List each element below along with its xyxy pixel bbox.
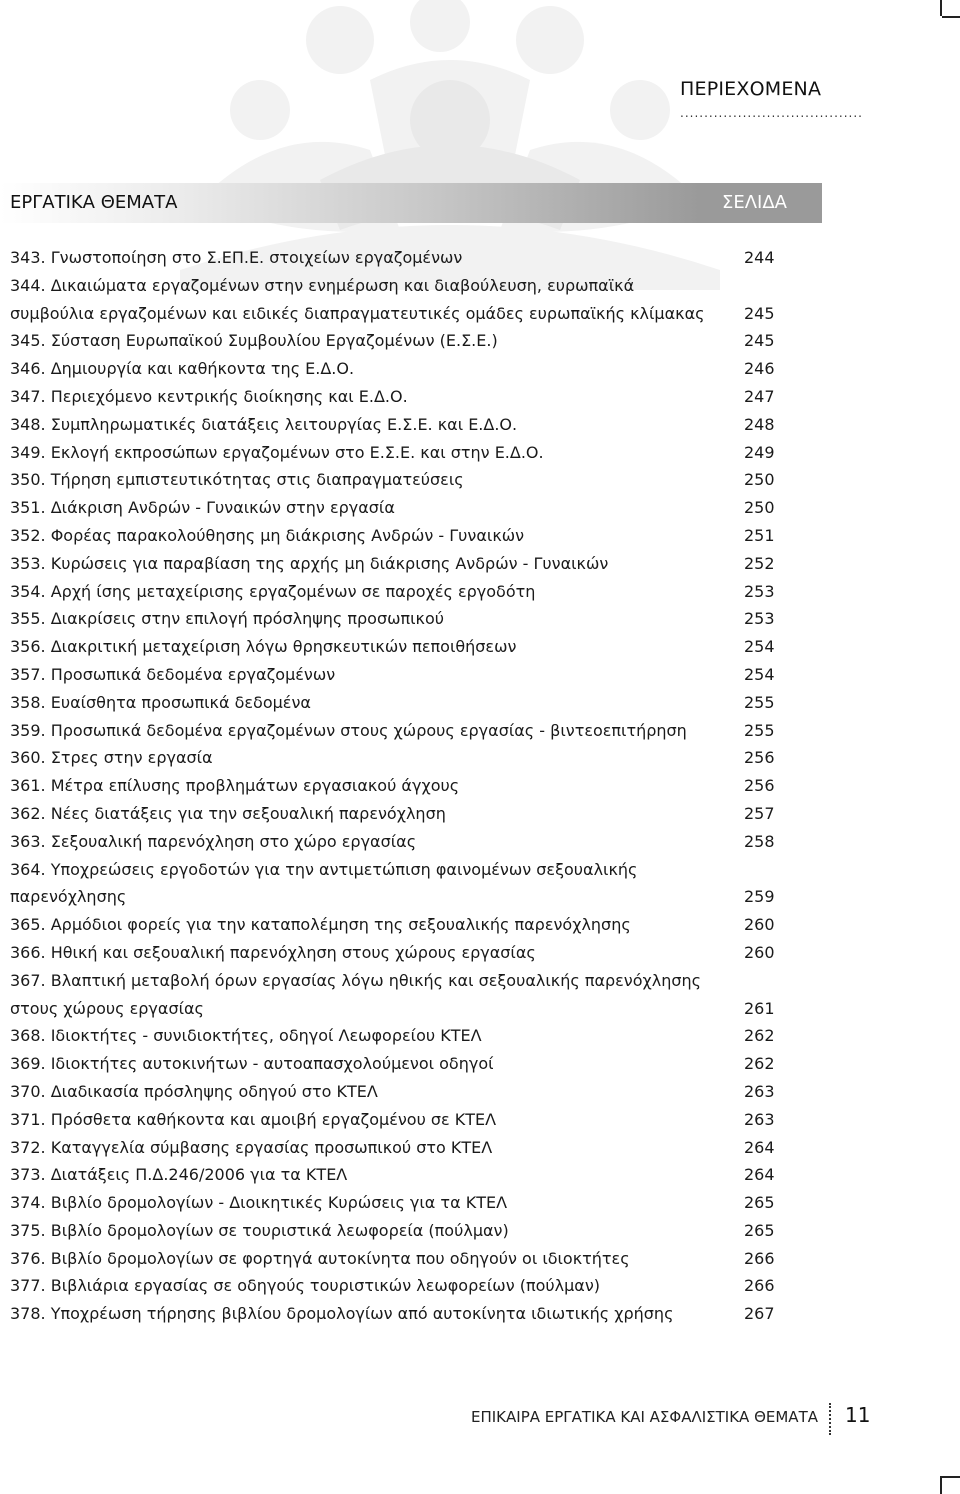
toc-entry	[10, 689, 800, 717]
toc-entry-title: 372. Καταγγελία σύμβασης εργασίας προσωπικού στο ΚΤΕΛ	[10, 1137, 493, 1157]
toc-entry-page: 256	[744, 748, 775, 768]
toc-entry-page: 252	[744, 553, 775, 573]
toc-entry-page: 250	[744, 498, 775, 518]
toc-entry-page: 260	[744, 915, 775, 935]
toc-entry-title: 353. Κυρώσεις για παραβίαση της αρχής μη διάκρισης Ανδρών - Γυναικών	[10, 553, 609, 573]
toc-entry	[10, 1189, 800, 1217]
toc-entry-page: 253	[744, 609, 775, 629]
toc-entry-page: 267	[744, 1304, 775, 1324]
toc-entry-page: 265	[744, 1220, 775, 1240]
toc-entry-title: 345. Σύσταση Ευρωπαϊκού Συμβουλίου Εργαζομένων (Ε.Σ.Ε.)	[10, 331, 498, 351]
toc-entry-page: 263	[744, 1109, 775, 1129]
toc-entry	[10, 327, 800, 355]
toc-entry	[10, 1078, 800, 1106]
crop-mark-bottom-h	[942, 1476, 960, 1478]
toc-entry-title: 375. Βιβλίο δρομολογίων σε τουριστικά λεωφορεία (πούλμαν)	[10, 1220, 509, 1240]
crop-mark-top-h	[942, 16, 960, 18]
crop-mark-bottom	[940, 1476, 942, 1494]
toc-entry-title: 360. Στρες στην εργασία	[10, 748, 213, 768]
toc-entry-title: 356. Διακριτική μεταχείριση λόγω θρησκευτικών πεποιθήσεων	[10, 637, 517, 657]
page-footer	[450, 1403, 880, 1443]
toc-entry-page: 263	[744, 1081, 775, 1101]
toc-entry	[10, 272, 800, 328]
toc-entry-title: 361. Μέτρα επίλυσης προβλημάτων εργασιακού άγχους	[10, 776, 460, 796]
toc-entry-title: 365. Αρμόδιοι φορείς για την καταπολέμηση της σεξουαλικής παρενόχλησης	[10, 915, 631, 935]
footer-separator	[829, 1403, 831, 1435]
table-of-contents	[10, 244, 800, 1328]
toc-entry	[10, 1161, 800, 1189]
toc-entry-title: 374. Βιβλίο δρομολογίων - Διοικητικές Κυρώσεις για τα ΚΤΕΛ	[10, 1193, 508, 1213]
toc-entry-page: 248	[744, 414, 775, 434]
toc-entry-title: 367. Βλαπτική μεταβολή όρων εργασίας λόγω ηθικής και σεξουαλικής παρενόχλησης στους χώρους εργασίας	[10, 970, 702, 1018]
toc-entry-title: 350. Τήρηση εμπιστευτικότητας στις διαπραγματεύσεις	[10, 470, 464, 490]
toc-entry	[10, 1050, 800, 1078]
toc-entry-title: 362. Νέες διατάξεις για την σεξουαλική παρενόχληση	[10, 803, 446, 823]
toc-entry-title: 343. Γνωστοποίηση στο Σ.ΕΠ.Ε. στοιχείων εργαζομένων	[10, 248, 463, 267]
toc-entry-title: 363. Σεξουαλική παρενόχληση στο χώρο εργασίας	[10, 831, 417, 851]
toc-entry	[10, 1022, 800, 1050]
toc-entry-title: 354. Αρχή ίσης μεταχείρισης εργαζομένων σε παροχές εργοδότη	[10, 581, 536, 601]
section-bar	[0, 183, 822, 223]
toc-entry-title: 371. Πρόσθετα καθήκοντα και αμοιβή εργαζομένου σε ΚΤΕΛ	[10, 1109, 497, 1129]
toc-entry	[10, 355, 800, 383]
crop-mark-top	[940, 0, 942, 16]
toc-entry-title: 357. Προσωπικά δεδομένα εργαζομένων	[10, 664, 336, 684]
toc-entry	[10, 244, 800, 272]
toc-entry	[10, 383, 800, 411]
toc-entry	[10, 1272, 800, 1300]
toc-entry	[10, 578, 800, 606]
toc-entry-page: 257	[744, 803, 775, 823]
toc-entry	[10, 1106, 800, 1134]
toc-entry	[10, 1245, 800, 1273]
page-column-label: ΣΕΛΙΔΑ	[722, 192, 787, 213]
toc-entry-page: 262	[744, 1026, 775, 1046]
toc-entry-page: 249	[744, 442, 775, 462]
toc-entry-page: 262	[744, 1054, 775, 1074]
toc-entry-title: 377. Βιβλιάρια εργασίας σε οδηγούς τουριστικών λεωφορείων (πούλμαν)	[10, 1276, 601, 1296]
toc-entry-title: 346. Δημιουργία και καθήκοντα της Ε.Δ.Ο.	[10, 359, 355, 379]
toc-entry-title: 355. Διακρίσεις στην επιλογή πρόσληψης προσωπικού	[10, 609, 445, 629]
toc-entry-title: 366. Ηθική και σεξουαλική παρενόχληση στους χώρους εργασίας	[10, 942, 536, 962]
toc-entry-page: 253	[744, 581, 775, 601]
toc-entry-page: 245	[744, 331, 775, 351]
toc-entry	[10, 939, 800, 967]
toc-entry	[10, 661, 800, 689]
toc-entry-title: 376. Βιβλίο δρομολογίων σε φορτηγά αυτοκίνητα που οδηγούν οι ιδιοκτήτες	[10, 1248, 630, 1268]
toc-entry	[10, 717, 800, 745]
toc-entry-page: 247	[744, 386, 775, 406]
toc-entry-page: 250	[744, 470, 775, 490]
toc-entry-page: 260	[744, 942, 775, 962]
toc-entry-title: 368. Ιδιοκτήτες - συνιδιοκτήτες, οδηγοί Λεωφορείου ΚΤΕΛ	[10, 1026, 482, 1046]
toc-entry-page: 265	[744, 1193, 775, 1213]
toc-entry-title: 373. Διατάξεις Π.Δ.246/2006 για τα ΚΤΕΛ	[10, 1165, 348, 1185]
toc-entry-title: 344. Δικαιώματα εργαζομένων στην ενημέρωση και διαβούλευση, ευρωπαϊκά συμβούλια εργαζομένων και ειδικές διαπραγματευτικές ομάδες ευρωπαϊκής κλίμακας	[10, 275, 705, 323]
toc-entry	[10, 772, 800, 800]
toc-entry-page: 245	[744, 303, 775, 323]
toc-entry	[10, 1134, 800, 1162]
toc-entry-page: 264	[744, 1165, 775, 1185]
toc-entry-title: 369. Ιδιοκτήτες αυτοκινήτων - αυτοαπασχολούμενοι οδηγοί	[10, 1054, 494, 1074]
toc-entry-page: 256	[744, 776, 775, 796]
toc-entry	[10, 411, 800, 439]
toc-entry	[10, 856, 800, 912]
toc-entry-title: 348. Συμπληρωματικές διατάξεις λειτουργίας Ε.Σ.Ε. και Ε.Δ.Ο.	[10, 414, 518, 434]
toc-entry-page: 254	[744, 664, 775, 684]
toc-entry	[10, 744, 800, 772]
contents-dots: ......................................	[680, 106, 863, 120]
toc-entry	[10, 911, 800, 939]
toc-entry-page: 264	[744, 1137, 775, 1157]
toc-entry	[10, 633, 800, 661]
toc-entry-title: 352. Φορέας παρακολούθησης μη διάκρισης Ανδρών - Γυναικών	[10, 525, 525, 545]
toc-entry-title: 378. Υποχρέωση τήρησης βιβλίου δρομολογίων από αυτοκίνητα ιδιωτικής χρήσης	[10, 1304, 674, 1324]
toc-entry-page: 261	[744, 998, 775, 1018]
toc-entry-page: 254	[744, 637, 775, 657]
toc-entry-page: 266	[744, 1276, 775, 1296]
toc-entry-page: 246	[744, 359, 775, 379]
toc-entry-title: 370. Διαδικασία πρόσληψης οδηγού στο ΚΤΕΛ	[10, 1081, 378, 1101]
section-title: ΕΡΓΑΤΙΚΑ ΘΕΜΑΤΑ	[10, 192, 178, 213]
toc-entry	[10, 967, 800, 1023]
toc-entry	[10, 800, 800, 828]
toc-entry-title: 359. Προσωπικά δεδομένα εργαζομένων στους χώρους εργασίας - βιντεοεπιτήρηση	[10, 720, 687, 740]
toc-entry	[10, 828, 800, 856]
toc-entry-title: 364. Υποχρεώσεις εργοδοτών για την αντιμετώπιση φαινομένων σεξουαλικής παρενόχλησης	[10, 859, 638, 907]
toc-entry-page: 258	[744, 831, 775, 851]
contents-header	[680, 78, 863, 120]
page-number: 11	[845, 1403, 871, 1427]
toc-entry-page: 244	[744, 248, 775, 267]
toc-entry	[10, 439, 800, 467]
toc-entry-page: 266	[744, 1248, 775, 1268]
toc-entry	[10, 1217, 800, 1245]
toc-entry-page: 255	[744, 720, 775, 740]
toc-entry	[10, 522, 800, 550]
toc-entry	[10, 494, 800, 522]
toc-entry	[10, 550, 800, 578]
toc-entry-page: 251	[744, 525, 775, 545]
contents-title: ΠΕΡΙΕΧΟΜΕΝΑ	[680, 78, 822, 100]
toc-entry-page: 259	[744, 887, 775, 907]
toc-entry	[10, 1300, 800, 1328]
toc-entry-title: 349. Εκλογή εκπροσώπων εργαζομένων στο Ε.Σ.Ε. και στην Ε.Δ.Ο.	[10, 442, 544, 462]
toc-entry	[10, 466, 800, 494]
toc-entry-title: 347. Περιεχόμενο κεντρικής διοίκησης και Ε.Δ.Ο.	[10, 386, 408, 406]
toc-entry	[10, 605, 800, 633]
toc-entry-page: 255	[744, 692, 775, 712]
publication-title: ΕΠΙΚΑΙΡΑ ΕΡΓΑΤΙΚΑ ΚΑΙ ΑΣΦΑΛΙΣΤΙΚΑ ΘΕΜΑΤΑ	[471, 1408, 818, 1426]
toc-entry-title: 358. Ευαίσθητα προσωπικά δεδομένα	[10, 692, 311, 712]
toc-entry-title: 351. Διάκριση Ανδρών - Γυναικών στην εργασία	[10, 498, 395, 518]
